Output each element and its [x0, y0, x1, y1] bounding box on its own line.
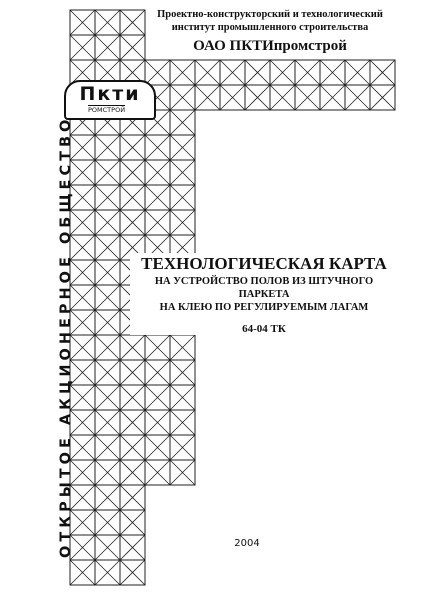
- document-code: 64-04 ТК: [242, 323, 286, 335]
- document-subtitle-line-2: НА КЛЕЮ ПО РЕГУЛИРУЕМЫМ ЛАГАМ: [159, 302, 369, 313]
- organization-header: [150, 8, 390, 56]
- organization-line-1: Проектно-конструкторский и технологический: [157, 9, 383, 20]
- title-block: [130, 253, 398, 335]
- document-title: ТЕХНОЛОГИЧЕСКАЯ КАРТА: [141, 254, 387, 273]
- organization-line-2: институт промышленного строительства: [171, 22, 369, 33]
- organization-name: ОАО ПКТИпромстрой: [193, 38, 347, 54]
- vertical-organization-text: ОТКРЫТОЕ АКЦИОНЕРНОЕ ОБЩЕСТВО: [58, 115, 74, 558]
- logo-text: Пкти: [79, 83, 141, 105]
- publication-year: 2004: [234, 538, 260, 549]
- logo-subtext: РОМСТРОЙ: [88, 106, 126, 114]
- company-logo: [64, 80, 156, 120]
- document-subtitle-line-1: НА УСТРОЙСТВО ПОЛОВ ИЗ ШТУЧНОГО ПАРКЕТА: [154, 276, 374, 300]
